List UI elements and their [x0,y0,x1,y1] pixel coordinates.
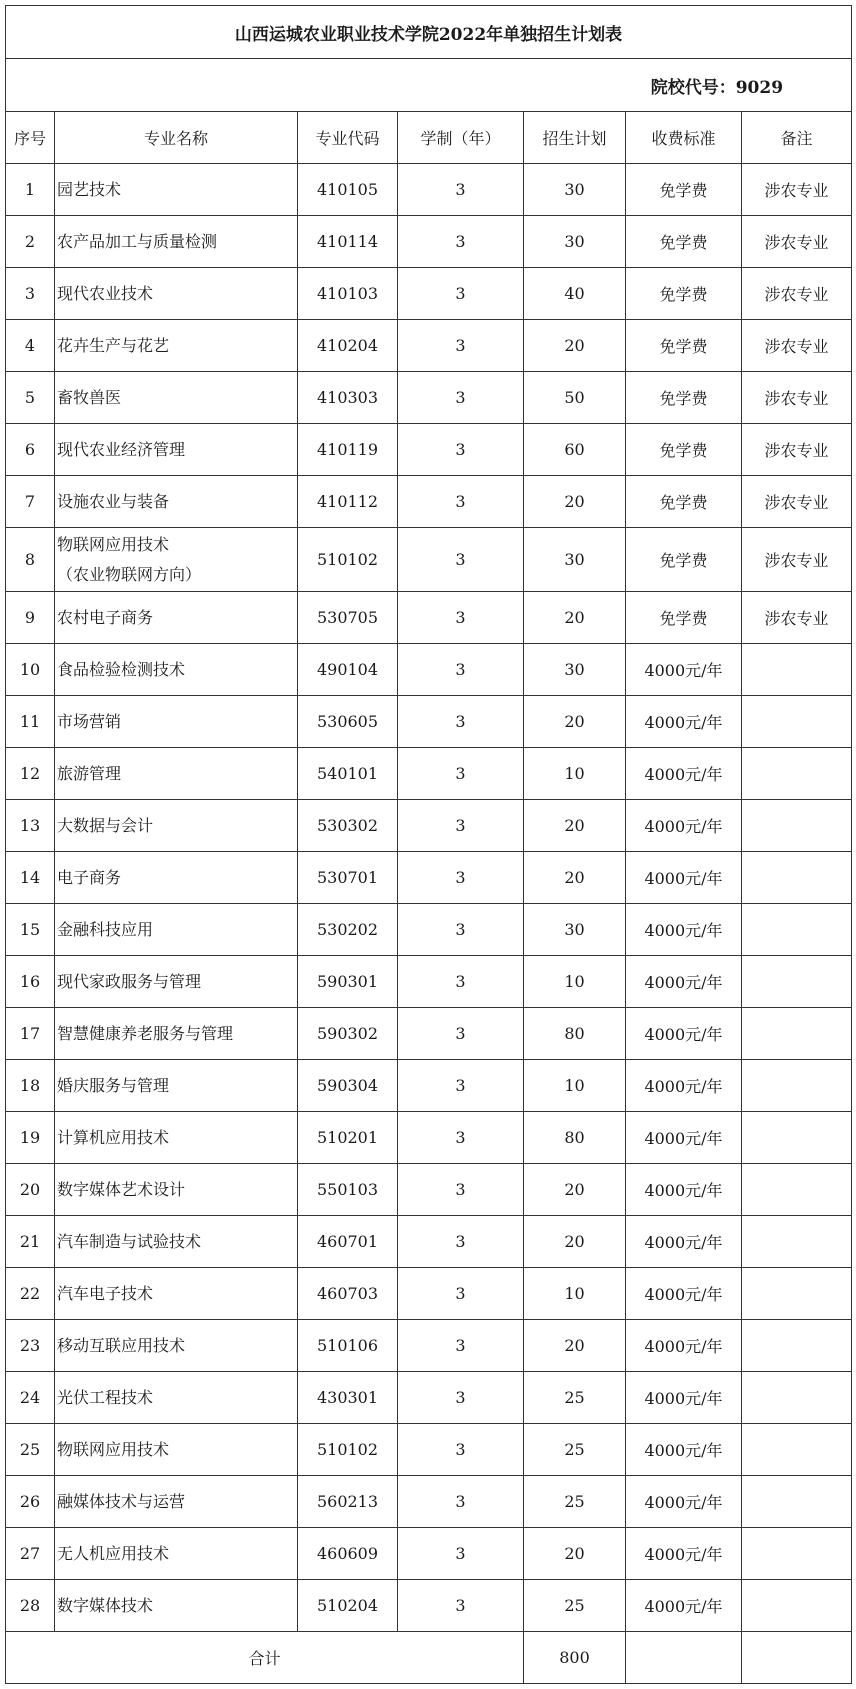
major-name: 现代农业技术 [57,283,154,303]
table-row [6,216,852,268]
cell-code: 530202 [298,904,398,956]
cell-fee: 4000元/年 [626,696,742,748]
cell-fee: 免学费 [626,216,742,268]
table-row [6,1216,852,1268]
cell-fee: 免学费 [626,372,742,424]
major-name: 园艺技术 [57,179,122,199]
major-name: 畜牧兽医 [57,387,122,407]
cell-years: 3 [398,1060,524,1112]
cell-years: 3 [398,592,524,644]
table-row [6,1112,852,1164]
cell-plan: 80 [524,1112,626,1164]
total-plan: 800 [524,1632,626,1684]
cell-plan: 25 [524,1372,626,1424]
cell-years: 3 [398,1320,524,1372]
cell-fee: 4000元/年 [626,1112,742,1164]
enrollment-plan-table [5,5,852,1684]
table-row [6,1268,852,1320]
cell-name [55,956,298,1008]
enrollment-plan-sheet [5,5,851,1684]
school-code: 院校代号：9029 [6,59,852,112]
cell-no: 24 [6,1372,55,1424]
cell-note: 涉农专业 [742,320,852,372]
cell-code: 410105 [298,164,398,216]
header-row [6,112,852,164]
cell-note [742,1008,852,1060]
cell-note: 涉农专业 [742,592,852,644]
cell-code: 530605 [298,696,398,748]
major-name: 融媒体技术与运营 [57,1491,186,1511]
cell-no: 5 [6,372,55,424]
cell-note [742,1580,852,1632]
table-row [6,476,852,528]
total-row [6,1632,852,1684]
cell-name [55,1112,298,1164]
cell-fee: 4000元/年 [626,1372,742,1424]
cell-years: 3 [398,644,524,696]
major-name: 智慧健康养老服务与管理 [57,1023,234,1043]
cell-plan: 20 [524,1320,626,1372]
cell-name [55,528,298,592]
cell-name [55,1424,298,1476]
cell-note [742,1268,852,1320]
cell-plan: 40 [524,268,626,320]
col-header-name: 专业名称 [55,112,298,164]
cell-code: 540101 [298,748,398,800]
col-header-plan: 招生计划 [524,112,626,164]
cell-note: 涉农专业 [742,528,852,592]
major-name: 农村电子商务 [57,607,154,627]
cell-note [742,956,852,1008]
cell-name [55,696,298,748]
cell-name [55,852,298,904]
table-row [6,268,852,320]
cell-code: 410303 [298,372,398,424]
cell-name [55,592,298,644]
cell-fee: 免学费 [626,164,742,216]
cell-plan: 10 [524,1268,626,1320]
cell-years: 3 [398,268,524,320]
cell-no: 10 [6,644,55,696]
cell-no: 4 [6,320,55,372]
cell-name [55,216,298,268]
table-row [6,800,852,852]
major-name: 物联网应用技术 [57,534,170,554]
cell-fee: 4000元/年 [626,644,742,696]
cell-note: 涉农专业 [742,424,852,476]
cell-years: 3 [398,476,524,528]
cell-fee: 免学费 [626,592,742,644]
col-header-fee: 收费标准 [626,112,742,164]
cell-plan: 80 [524,1008,626,1060]
major-name: 移动互联应用技术 [57,1335,186,1355]
cell-name [55,372,298,424]
cell-no: 9 [6,592,55,644]
cell-years: 3 [398,852,524,904]
cell-no: 11 [6,696,55,748]
cell-no: 15 [6,904,55,956]
cell-fee: 免学费 [626,268,742,320]
cell-fee: 4000元/年 [626,852,742,904]
cell-fee: 免学费 [626,528,742,592]
table-row [6,1476,852,1528]
table-row [6,528,852,592]
major-name: 花卉生产与花艺 [57,335,170,355]
table-row [6,1424,852,1476]
cell-plan: 20 [524,696,626,748]
cell-plan: 25 [524,1580,626,1632]
cell-name [55,1528,298,1580]
cell-name [55,1216,298,1268]
cell-name [55,1320,298,1372]
cell-no: 7 [6,476,55,528]
cell-no: 19 [6,1112,55,1164]
cell-note [742,1528,852,1580]
cell-years: 3 [398,1424,524,1476]
table-row [6,1164,852,1216]
cell-fee: 4000元/年 [626,1268,742,1320]
cell-plan: 60 [524,424,626,476]
cell-fee: 4000元/年 [626,904,742,956]
cell-fee: 4000元/年 [626,800,742,852]
cell-code: 410114 [298,216,398,268]
cell-code: 590304 [298,1060,398,1112]
cell-code: 530705 [298,592,398,644]
cell-no: 27 [6,1528,55,1580]
table-row [6,644,852,696]
cell-plan: 30 [524,644,626,696]
cell-code: 510102 [298,528,398,592]
cell-years: 3 [398,320,524,372]
cell-years: 3 [398,904,524,956]
cell-note [742,696,852,748]
cell-no: 17 [6,1008,55,1060]
cell-no: 25 [6,1424,55,1476]
table-row [6,424,852,476]
major-name: 农产品加工与质量检测 [57,231,218,251]
cell-code: 510204 [298,1580,398,1632]
table-row [6,904,852,956]
cell-plan: 25 [524,1476,626,1528]
cell-code: 510201 [298,1112,398,1164]
col-header-no: 序号 [6,112,55,164]
cell-years: 3 [398,1580,524,1632]
major-name: 大数据与会计 [57,815,154,835]
cell-code: 410119 [298,424,398,476]
cell-years: 3 [398,1268,524,1320]
major-name: 婚庆服务与管理 [57,1075,170,1095]
major-name: 现代家政服务与管理 [57,971,202,991]
cell-note [742,800,852,852]
table-row [6,1580,852,1632]
cell-years: 3 [398,1008,524,1060]
cell-years: 3 [398,1164,524,1216]
cell-plan: 20 [524,320,626,372]
cell-name [55,424,298,476]
cell-note: 涉农专业 [742,372,852,424]
cell-no: 1 [6,164,55,216]
major-name: 旅游管理 [57,763,122,783]
cell-fee: 4000元/年 [626,1580,742,1632]
cell-note [742,852,852,904]
major-name: 金融科技应用 [57,919,154,939]
cell-plan: 20 [524,476,626,528]
cell-plan: 20 [524,592,626,644]
major-name: 数字媒体艺术设计 [57,1179,186,1199]
major-name: 数字媒体技术 [57,1595,154,1615]
cell-note: 涉农专业 [742,216,852,268]
cell-note [742,748,852,800]
cell-no: 18 [6,1060,55,1112]
major-name: 市场营销 [57,711,122,731]
table-row [6,1060,852,1112]
cell-fee: 4000元/年 [626,1320,742,1372]
major-name: 设施农业与装备 [57,491,170,511]
cell-years: 3 [398,1528,524,1580]
cell-name [55,1164,298,1216]
major-name: 物联网应用技术 [57,1439,170,1459]
cell-no: 12 [6,748,55,800]
cell-plan: 30 [524,904,626,956]
cell-fee: 4000元/年 [626,1008,742,1060]
table-title: 山西运城农业职业技术学院2022年单独招生计划表 [6,6,852,59]
cell-plan: 20 [524,1216,626,1268]
cell-note [742,1320,852,1372]
cell-note [742,1164,852,1216]
cell-no: 3 [6,268,55,320]
cell-years: 3 [398,216,524,268]
cell-fee: 免学费 [626,424,742,476]
table-row [6,372,852,424]
cell-code: 510102 [298,1424,398,1476]
cell-name [55,1268,298,1320]
cell-plan: 20 [524,800,626,852]
cell-code: 410112 [298,476,398,528]
cell-note [742,1216,852,1268]
table-row [6,1320,852,1372]
major-name-direction: （农业物联网方向） [57,564,202,584]
major-name: 计算机应用技术 [57,1127,170,1147]
cell-name [55,904,298,956]
cell-code: 460701 [298,1216,398,1268]
table-row [6,164,852,216]
cell-name [55,1476,298,1528]
cell-code: 550103 [298,1164,398,1216]
cell-plan: 20 [524,1164,626,1216]
cell-plan: 30 [524,528,626,592]
cell-years: 3 [398,800,524,852]
cell-code: 490104 [298,644,398,696]
col-header-code: 专业代码 [298,112,398,164]
cell-no: 6 [6,424,55,476]
cell-plan: 10 [524,748,626,800]
cell-no: 2 [6,216,55,268]
table-row [6,320,852,372]
cell-note [742,1060,852,1112]
cell-years: 3 [398,164,524,216]
cell-note [742,644,852,696]
cell-code: 590301 [298,956,398,1008]
cell-years: 3 [398,1372,524,1424]
cell-note: 涉农专业 [742,164,852,216]
cell-code: 460609 [298,1528,398,1580]
cell-fee: 4000元/年 [626,748,742,800]
table-row [6,1372,852,1424]
cell-no: 26 [6,1476,55,1528]
table-row [6,592,852,644]
cell-years: 3 [398,1476,524,1528]
cell-plan: 10 [524,956,626,1008]
cell-name [55,476,298,528]
major-name: 汽车制造与试验技术 [57,1231,202,1251]
cell-name [55,1580,298,1632]
cell-plan: 30 [524,164,626,216]
table-row [6,696,852,748]
major-name: 电子商务 [57,867,122,887]
title-row [6,6,852,59]
cell-code: 530302 [298,800,398,852]
cell-code: 460703 [298,1268,398,1320]
col-header-note: 备注 [742,112,852,164]
cell-name [55,644,298,696]
cell-name [55,1008,298,1060]
cell-fee: 4000元/年 [626,1060,742,1112]
cell-note [742,1112,852,1164]
cell-note [742,1424,852,1476]
cell-years: 3 [398,956,524,1008]
cell-fee: 4000元/年 [626,1216,742,1268]
cell-name [55,800,298,852]
cell-no: 22 [6,1268,55,1320]
major-name: 汽车电子技术 [57,1283,154,1303]
cell-note [742,1372,852,1424]
table-row [6,852,852,904]
school-code-row [6,59,852,112]
total-note-empty [742,1632,852,1684]
major-name: 现代农业经济管理 [57,439,186,459]
cell-years: 3 [398,696,524,748]
cell-code: 410204 [298,320,398,372]
cell-fee: 免学费 [626,320,742,372]
cell-no: 28 [6,1580,55,1632]
cell-years: 3 [398,1216,524,1268]
cell-code: 430301 [298,1372,398,1424]
col-header-years: 学制（年） [398,112,524,164]
cell-no: 8 [6,528,55,592]
table-row [6,1528,852,1580]
cell-name [55,320,298,372]
cell-plan: 50 [524,372,626,424]
cell-name [55,164,298,216]
cell-plan: 20 [524,852,626,904]
cell-years: 3 [398,748,524,800]
cell-plan: 30 [524,216,626,268]
cell-fee: 4000元/年 [626,956,742,1008]
cell-no: 21 [6,1216,55,1268]
cell-note: 涉农专业 [742,476,852,528]
cell-code: 560213 [298,1476,398,1528]
table-row [6,1008,852,1060]
cell-code: 410103 [298,268,398,320]
cell-name [55,268,298,320]
cell-note [742,904,852,956]
total-label: 合计 [6,1632,524,1684]
cell-no: 20 [6,1164,55,1216]
cell-years: 3 [398,372,524,424]
cell-name [55,748,298,800]
total-fee-empty [626,1632,742,1684]
cell-name [55,1372,298,1424]
cell-fee: 4000元/年 [626,1528,742,1580]
cell-plan: 20 [524,1528,626,1580]
major-name: 食品检验检测技术 [57,659,186,679]
cell-fee: 4000元/年 [626,1424,742,1476]
cell-fee: 4000元/年 [626,1476,742,1528]
cell-fee: 免学费 [626,476,742,528]
cell-code: 510106 [298,1320,398,1372]
cell-years: 3 [398,528,524,592]
major-name: 无人机应用技术 [57,1543,170,1563]
cell-years: 3 [398,1112,524,1164]
cell-fee: 4000元/年 [626,1164,742,1216]
cell-plan: 10 [524,1060,626,1112]
cell-plan: 25 [524,1424,626,1476]
cell-no: 14 [6,852,55,904]
cell-code: 590302 [298,1008,398,1060]
major-name: 光伏工程技术 [57,1387,154,1407]
table-row [6,956,852,1008]
cell-code: 530701 [298,852,398,904]
cell-name [55,1060,298,1112]
cell-note [742,1476,852,1528]
cell-note: 涉农专业 [742,268,852,320]
table-row [6,748,852,800]
cell-no: 16 [6,956,55,1008]
cell-no: 23 [6,1320,55,1372]
cell-no: 13 [6,800,55,852]
cell-years: 3 [398,424,524,476]
